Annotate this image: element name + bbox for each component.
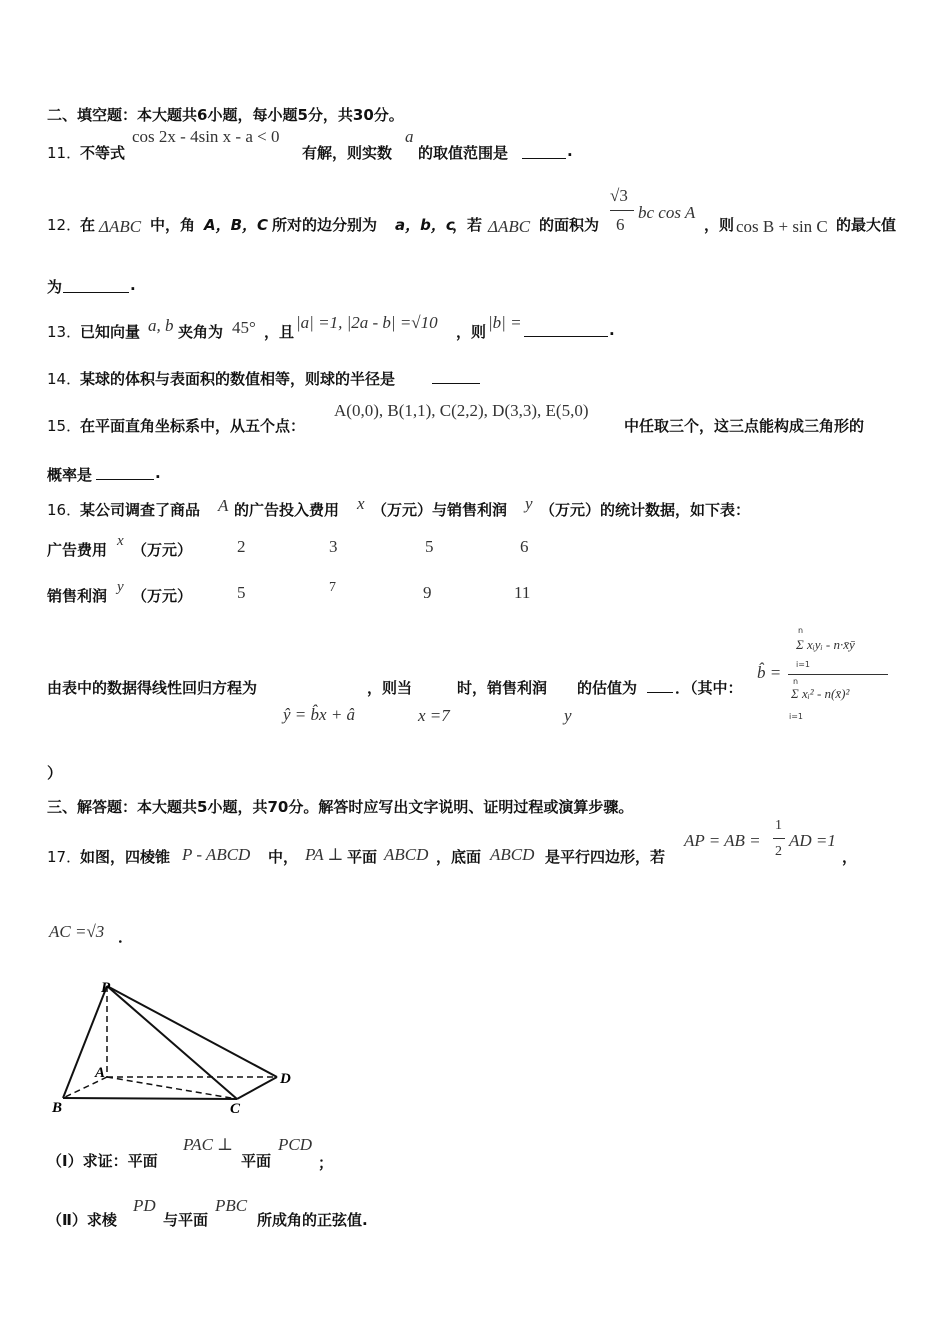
q12-text-2: 中，角 [150,216,196,234]
q12-frac-denominator: 6 [616,215,625,234]
sum-upper-limit: n [798,626,804,635]
q17-part1-plane-b: PCD [278,1135,312,1154]
q12-text-1: 在 [80,216,96,234]
edge-PB [63,986,107,1098]
q15-text-2: 中任取三个，这三点能构成三角形的 [624,417,865,435]
table-row1-label: 广告费用 [47,541,108,559]
table-cell: 11 [514,583,531,602]
q17-plane-1: ABCD [384,845,429,864]
q13-period: . [609,321,615,339]
q11-number: 11． [47,144,82,162]
vertex-label-D: D [280,1071,291,1087]
q11-var-a: a [405,127,414,146]
q13-ask: |b| = [488,313,522,332]
hidden-edge-AC [107,1077,237,1099]
q16-var-x: x [357,494,365,513]
q17-part1-mid: 平面 [241,1152,272,1170]
q15-line2: 概率是 [47,466,93,484]
section-3-heading: 三、解答题：本大题共5小题，共70分。解答时应写出文字说明、证明过程或演算步骤。 [47,798,634,816]
q16-answer-blank [647,678,673,693]
q12-text-4: 所对的边分别为 [272,216,378,234]
q17-condition-a: AP = AB = [684,831,761,850]
table-cell: 2 [237,537,246,556]
q12-text-7: 的面积为 [539,216,600,234]
q17-part2-edge: PD [133,1196,156,1215]
q17-ac: AC =√3 [49,922,105,941]
q13-answer-blank [524,322,608,337]
q17-half-denominator: 2 [775,844,782,859]
table-row1-var: x [117,533,124,549]
q16-var-y: y [525,494,533,513]
q12-text-8: ，则 [704,216,735,234]
q17-half-numerator: 1 [775,818,782,833]
q14-answer-blank [432,369,480,384]
q17-pyramid: P - ABCD [182,845,251,864]
q13-text-2: 夹角为 [178,323,224,341]
q17-text-5: 是平行四边形，若 [545,848,666,866]
q13-number: 13． [47,323,82,341]
table-row2-label: 销售利润 [47,587,108,605]
q16-close-paren: ） [47,764,63,782]
edge-PC [107,986,237,1099]
vertex-label-P: P [101,980,111,996]
q16-text-1: 某公司调查了商品 [80,501,201,519]
q12-period: . [130,276,136,294]
edge-CD [237,1077,277,1099]
q12-sides: a，b，c [395,216,455,234]
q17-part2-prefix: （Ⅱ）求棱 [47,1211,117,1229]
q16-x-value: x =7 [418,706,450,725]
table-cell: 7 [329,580,336,595]
pyramid-figure [40,975,310,1120]
q16-text-4: （万元）的统计数据，如下表： [540,501,751,519]
q17-plane-2: ABCD [490,845,535,864]
q13-text-1: 已知向量 [80,323,141,341]
q17-half-bar [773,838,785,839]
table-cell: 9 [423,583,432,602]
q12-answer-blank [63,278,129,293]
q17-text-1: 如图，四棱锥 [80,848,171,866]
vertex-label-B: B [52,1100,63,1116]
q15-points: A(0,0), B(1,1), C(2,2), D(3,3), E(5,0) [334,401,589,420]
q16-regression-eq: ŷ = b̂x + â [283,705,356,724]
b-hat-lhs: b̂ = [757,663,782,682]
sum-upper-limit: n [793,677,799,686]
q16-regression-text-1: 由表中的数据得线性回归方程为 [47,679,258,697]
q13-condition: |a| =1, |2a - b| =√10 [296,313,438,332]
q17-dot: ． [118,928,134,946]
formula-fraction-bar [788,674,888,675]
q12-number: 12． [47,216,82,234]
q12-frac-numerator: √3 [610,186,628,205]
q16-number: 16． [47,501,82,519]
q11-period: . [567,142,573,160]
q12-fraction-bar [610,210,634,211]
section-2-heading: 二、填空题：本大题共6小题，每小题5分，共30分。 [47,106,404,124]
q17-text-2: 中， [268,848,299,866]
q17-text-3: 平面 [347,848,378,866]
q17-part2-end: 所成角的正弦值. [257,1211,368,1229]
q11-text-3: 的取值范围是 [418,144,509,162]
edge-PD [107,986,277,1077]
q16-y-var: y [564,706,572,725]
q11-text-2: 有解，则实数 [302,144,393,162]
q16-var-A: A [218,496,229,515]
q16-regression-text-4: 的估值为 [577,679,638,697]
q13-vectors: a, b [148,316,174,335]
q15-answer-blank [96,465,154,480]
q16-text-3: （万元）与销售利润 [372,501,508,519]
table-cell: 6 [520,537,529,556]
formula-numerator: Σ xᵢyᵢ - n·x̄ȳ [796,637,855,652]
table-row1-unit: （万元） [132,541,193,559]
q17-number: 17． [47,848,82,866]
q13-text-4: ，则 [456,323,487,341]
q16-text-2: 的广告投入费用 [234,501,340,519]
table-row2-var: y [117,579,124,595]
table-cell: 3 [329,537,338,556]
q17-part1-end: ； [318,1154,334,1172]
q17-part2-plane: PBC [215,1196,248,1215]
q11-inequality: cos 2x - 4sin x - a < 0 [132,127,280,146]
q17-perp: PA ⊥ [305,845,344,864]
q12-text-6: ，若 [452,216,483,234]
q14-text: 某球的体积与表面积的数值相等，则球的半径是 [80,370,396,388]
q17-text-4: ，底面 [436,848,482,866]
q12-triangle-1: ΔABC [99,217,142,236]
sum-lower-limit: i=1 [796,660,811,669]
vertex-label-A: A [95,1065,106,1081]
q12-line2: 为 [47,278,63,296]
q12-area-expr: bc cos A [638,203,696,222]
q13-text-3: ，且 [264,323,295,341]
q12-triangle-2: ΔABC [488,217,531,236]
q12-target-expr: cos B + sin C [736,217,828,236]
q12-angles: A，B，C [204,216,269,234]
q15-number: 15． [47,417,82,435]
q11-answer-blank [522,144,566,159]
table-cell: 5 [425,537,434,556]
q16-regression-text-2: ，则当 [367,679,413,697]
q17-comma: ， [842,848,858,866]
sum-lower-limit: i=1 [789,712,804,721]
q17-part1-plane-a: PAC ⊥ [183,1135,234,1154]
formula-denominator: Σ xᵢ² - n(x̄)² [791,686,850,701]
q17-condition-b: AD =1 [789,831,836,850]
q15-period: . [155,464,161,482]
table-cell: 5 [237,583,246,602]
q17-part1-prefix: （Ⅰ）求证：平面 [47,1152,158,1170]
q16-regression-text-3: 时，销售利润 [457,679,548,697]
q13-angle: 45° [232,318,256,337]
vertex-label-C: C [230,1101,241,1117]
table-row2-unit: （万元） [132,587,193,605]
q12-text-9: 的最大值 [836,216,897,234]
q16-regression-text-5: ．（其中： [675,679,743,697]
q11-text-1: 不等式 [80,144,126,162]
q15-text-1: 在平面直角坐标系中，从五个点： [80,417,306,435]
edge-BC [63,1098,237,1099]
q14-number: 14． [47,370,82,388]
q17-part2-mid: 与平面 [163,1211,209,1229]
